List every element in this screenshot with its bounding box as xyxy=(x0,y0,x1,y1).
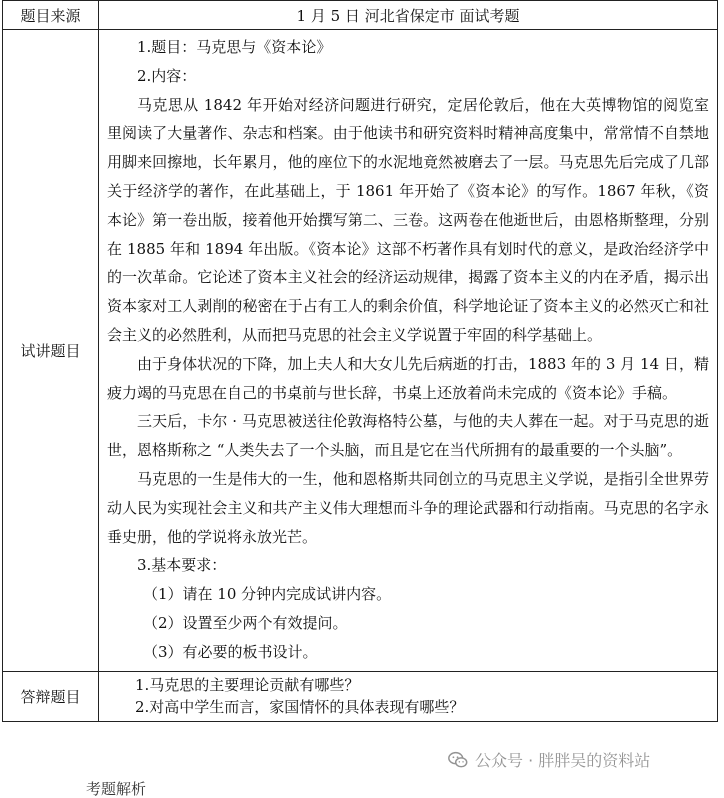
wechat-icon xyxy=(447,749,469,771)
defense-question: 1.马克思的主要理论贡献有哪些？ xyxy=(135,676,360,695)
requirement-item: （3）有必要的板书设计。 xyxy=(143,642,318,661)
source-title: 1 月 5 日 河北省保定市 面试考题 xyxy=(99,1,718,30)
requirement-item: （2）设置至少两个有效提问。 xyxy=(143,613,348,632)
defense-question: 2.对高中学生而言，家国情怀的具体表现有哪些？ xyxy=(135,698,465,717)
source-label: 题目来源 xyxy=(3,1,99,30)
defense-questions xyxy=(99,671,718,721)
lecture-content xyxy=(99,30,718,672)
watermark-text: 公众号 · 胖胖吴的资料站 xyxy=(475,751,651,770)
requirements-heading: 3.基本要求： xyxy=(137,556,227,575)
footer-partial-heading: 考题解析 xyxy=(86,780,147,798)
source-row xyxy=(3,1,718,30)
lecture-topic: 1.题目：马克思与《资本论》 xyxy=(137,38,332,56)
content-paragraph: 马克思的一生是伟大的一生，他和恩格斯共同创立的马克思主义学说，是指引全世界劳动人民为实现社会主义和共产主义伟大理想而斗争的理论武器和行动指南。马克思的名字永垂史册，他的学说将永放光芒。 xyxy=(107,469,709,546)
content-paragraph: 马克思从 1842 年开始对经济问题进行研究，定居伦敦后，他在大英博物馆的阅览室里阅读了大量著作、杂志和档案。由于他读书和研究资料时精神高度集中，常常情不自禁地用脚来回擦地，长年累月，他的座位下的水泥地竟然被磨去了一层。马克思先后完成了几部关于经济学的著作，在此基础上，于 1861 年开始了《资本论》的写作。1867 年秋，《资本论》第一卷出版，接着他开始撰写第二、三卷。这两卷在他逝世后，由恩格斯整理，分别在 1885 年和 1894 年出版。《资本论》这部不朽著作具有划时代的意义，是政治经济学中的一次革命。它论述了资本主义社会的经济运动规律，揭露了资本主义的内在矛盾，揭示出资本家对工人剥削的秘密在于占有工人的剩余价值，科学地论证了资本主义的必然灭亡和社会主义的必然胜利，从而把马克思的社会主义学说置于牢固的科学基础上。 xyxy=(107,95,709,344)
content-paragraph: 三天后，卡尔 · 马克思被送往伦敦海格特公墓，与他的夫人葬在一起。对于马克思的逝世，恩格斯称之 “人类失去了一个头脑，而且是它在当代所拥有的最重要的一个头脑”。 xyxy=(107,412,709,460)
defense-label: 答辩题目 xyxy=(3,671,99,721)
watermark xyxy=(447,748,650,771)
content-heading: 2.内容： xyxy=(137,66,197,85)
exam-table xyxy=(2,0,718,722)
lecture-row xyxy=(3,30,718,672)
lecture-label: 试讲题目 xyxy=(3,30,99,672)
defense-row xyxy=(3,671,718,721)
content-paragraph: 由于身体状况的下降，加上夫人和大女儿先后病逝的打击，1883 年的 3 月 14 日，精疲力竭的马克思在自己的书桌前与世长辞，书桌上还放着尚未完成的《资本论》手稿。 xyxy=(107,354,709,402)
requirement-item: （1）请在 10 分钟内完成试讲内容。 xyxy=(143,585,392,604)
